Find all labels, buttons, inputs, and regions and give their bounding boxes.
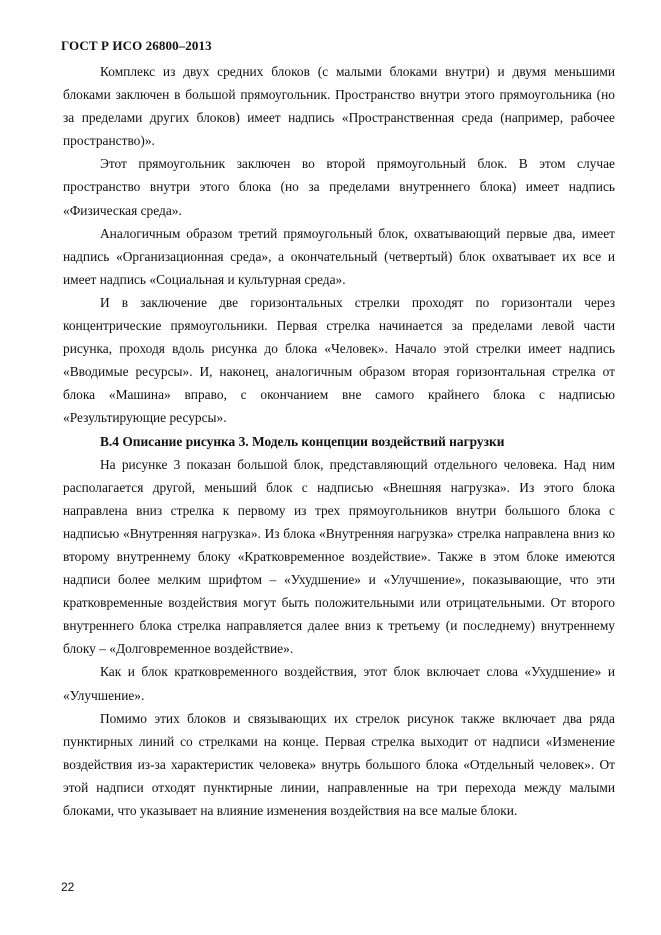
paragraph: Помимо этих блоков и связывающих их стрелок рисунок также включает два ряда пунктирных линий со стрелками на конце. Первая стрелка выходит от надписи «Изменение воздействия из-за характеристик человека» внутрь большого блока «Отдельный человек». От этой надписи отходят пунктирные линии, направленные на три перехода между малыми блоками, что указывает на влияние изменения воздействия на все малые блоки. <box>63 710 615 818</box>
page-number: 22 <box>61 880 75 894</box>
page-body <box>63 60 615 822</box>
document-header: ГОСТ Р ИСО 26800–2013 <box>61 38 212 53</box>
section-heading: В.4 Описание рисунка 3. Модель концепции воздействий нагрузки <box>100 433 505 449</box>
paragraph: Комплекс из двух средних блоков (с малыми блоками внутри) и двумя меньшими блоками заключен в большой прямоугольник. Пространство внутри этого прямоугольника (но за пределами других блоков) имеет надпись «Пространственная среда (например, рабочее пространство)». <box>63 64 615 149</box>
paragraph: Аналогичным образом третий прямоугольный блок, охватывающий первые два, имеет надпись «Организационная среда», а окончательный (четвертый) блок охватывает их все и имеет надпись «Социальная и культурная среда». <box>63 225 615 287</box>
paragraph: На рисунке 3 показан большой блок, представляющий отдельного человека. Над ним располагается другой, меньший блок с надписью «Внешняя нагрузка». Из этого блока направлена вниз стрелка к первому из трех прямоугольников внутри большого блока с надписью «Внутренняя нагрузка». Из блока «Внутренняя нагрузка» стрелка направлена вниз ко второму внутреннему блоку «Кратковременное воздействие». Также в этом блоке имеются надписи более мелким шрифтом – «Ухудшение» и «Улучшение», показывающие, что эти кратковременные воздействия могут быть положительными или отрицательными. От второго внутреннего блока стрелка направляется далее вниз к третьему (и последнему) внутреннему блоку – «Долговременное воздействие». <box>63 456 615 657</box>
paragraph: Как и блок кратковременного воздействия, этот блок включает слова «Ухудшение» и «Улучшение». <box>63 664 615 703</box>
paragraph: Этот прямоугольник заключен во второй прямоугольный блок. В этом случае пространство внутри этого блока (но за пределами внутреннего блока) имеет надпись «Физическая среда». <box>63 156 615 218</box>
paragraph: И в заключение две горизонтальных стрелки проходят по горизонтали через концентрические прямоугольники. Первая стрелка начинается за пределами левой части рисунка, проходя вдоль рисунка до блока «Человек». Начало этой стрелки имеет надпись «Вводимые ресурсы». И, наконец, аналогичным образом вторая горизонтальная стрелка от блока «Машина» вправо, с окончанием вне самого крайнего блока с надписью «Результирующие ресурсы». <box>63 294 615 426</box>
